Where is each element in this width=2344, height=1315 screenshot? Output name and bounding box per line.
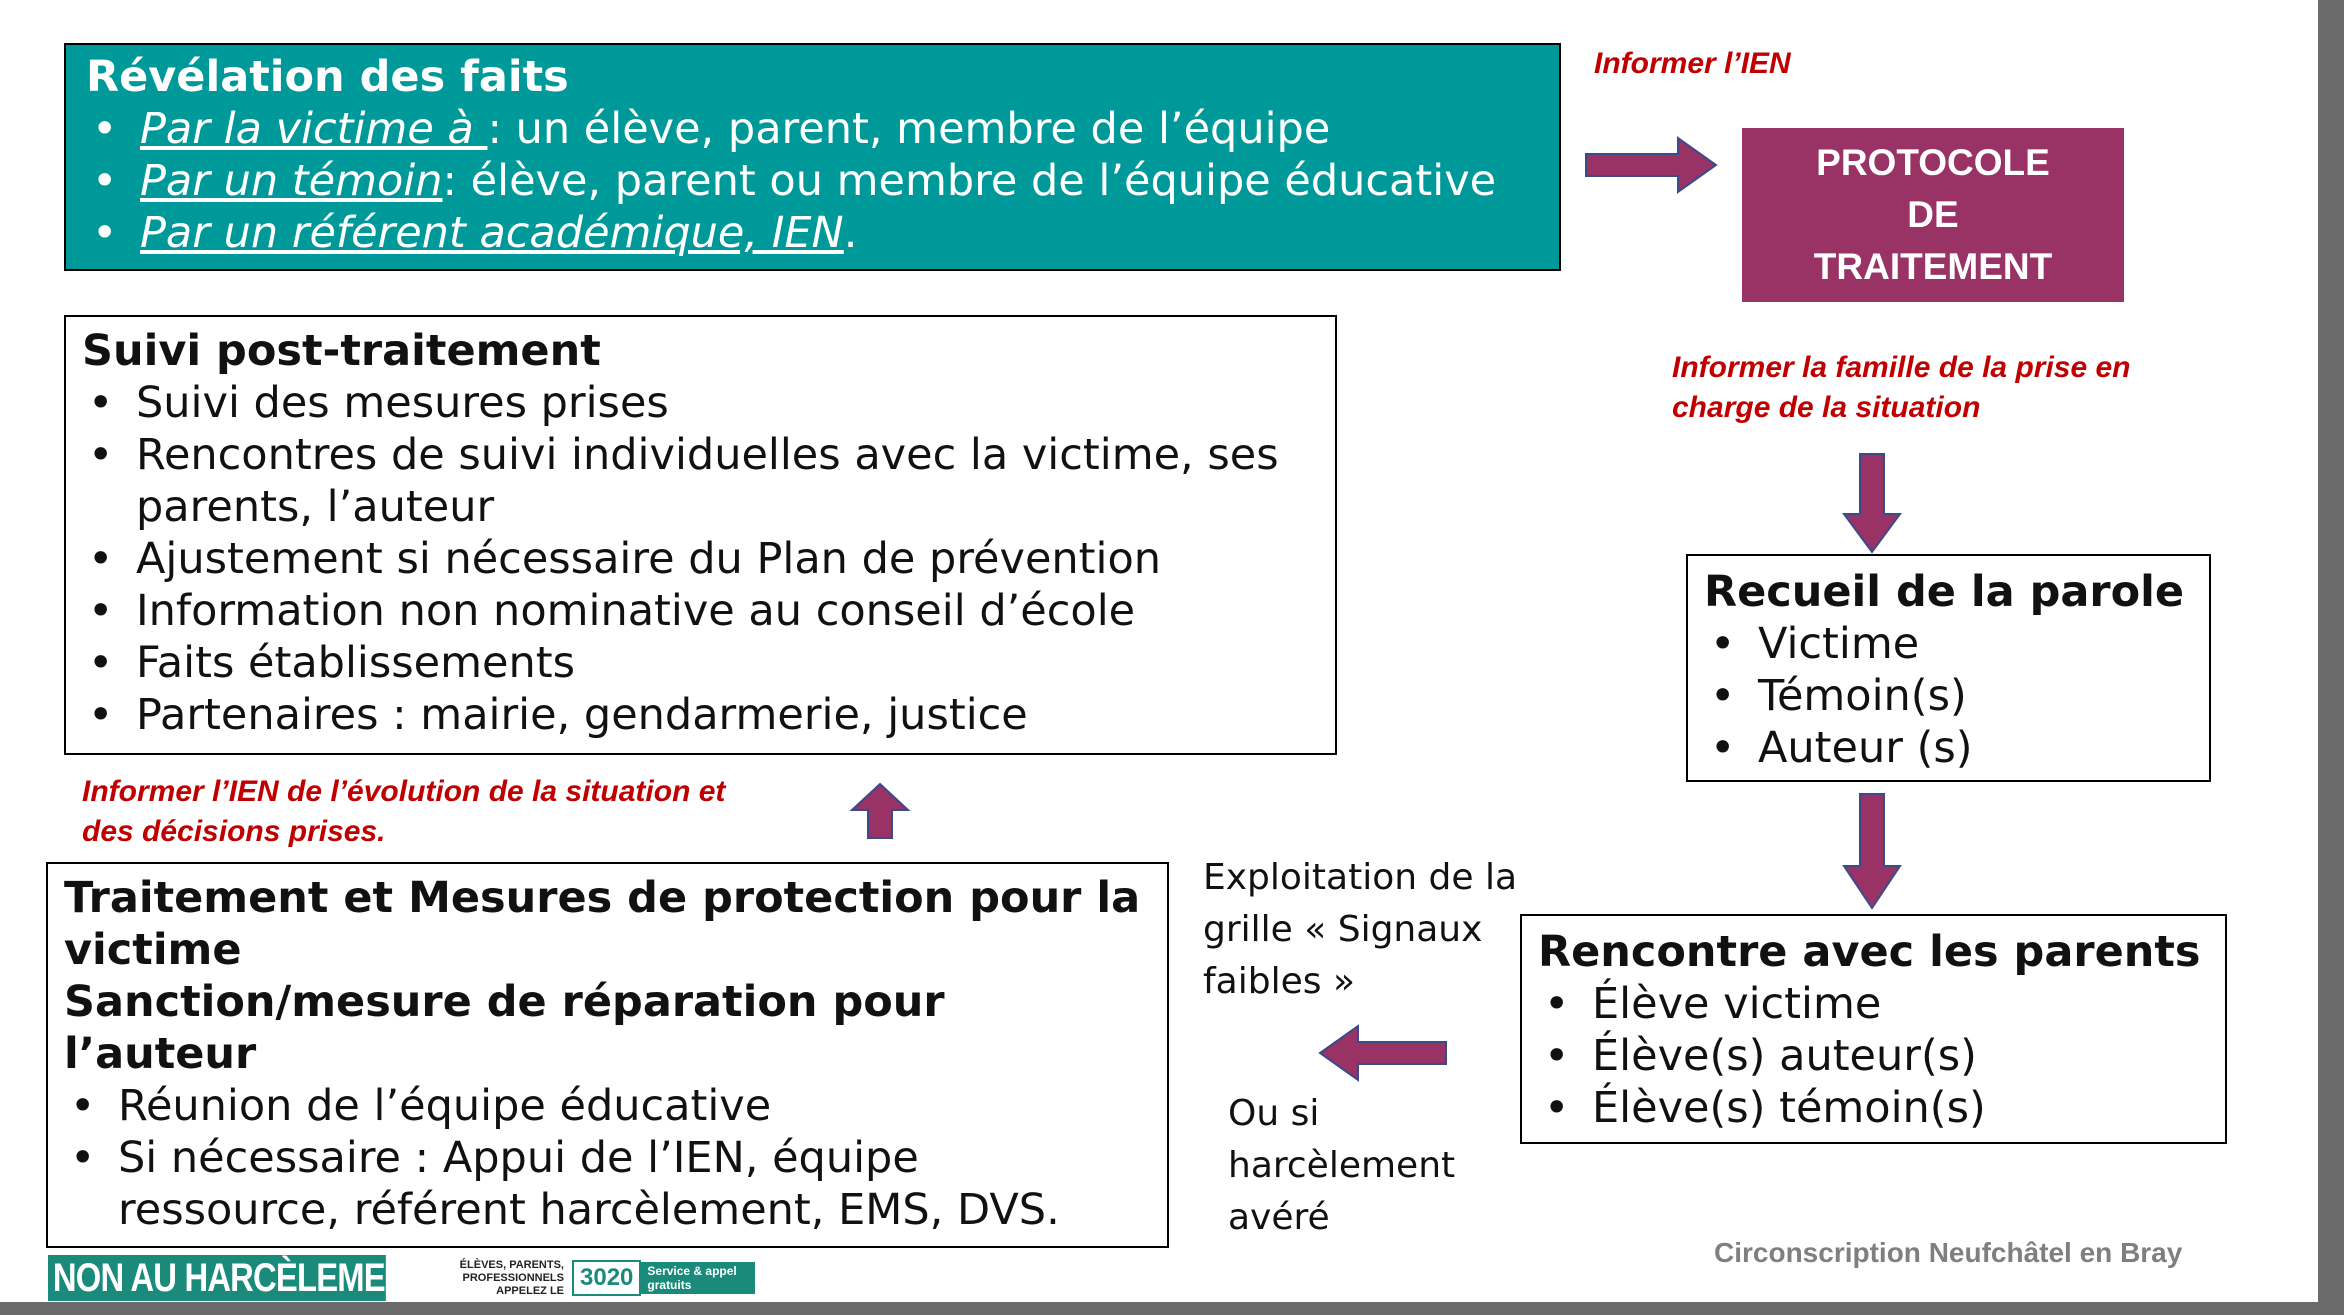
harcelement-line: avéré [1228, 1197, 1330, 1238]
exploitation-line: faibles » [1203, 961, 1355, 1002]
suivi-title: Suivi post-traitement [82, 326, 601, 376]
inform-evolution-label [82, 772, 725, 852]
rencontre-list [1538, 978, 2225, 1134]
traitement-title-line: l’auteur [64, 1029, 257, 1079]
inform-family-line: Informer la famille de la prise en [1672, 351, 2131, 384]
window-frame-right [2318, 0, 2344, 1315]
service-line: Service & appel [647, 1264, 737, 1278]
list-item: • Faits établissements [82, 637, 1315, 689]
list-item: • Élève(s) auteur(s) [1538, 1030, 2225, 1082]
traitement-box [46, 862, 1169, 1248]
inform-family-line: charge de la situation [1672, 391, 1981, 424]
traitement-title-line: victime [64, 925, 242, 975]
list-item: • Élève victime [1538, 978, 2225, 1030]
revelation-detail: : un élève, parent, membre de l’équipe [487, 104, 1331, 154]
list-item: • Partenaires : mairie, gendarmerie, justice [82, 689, 1315, 741]
rencontre-title: Rencontre avec les parents [1538, 927, 2201, 977]
arrow-down-icon [1842, 452, 1902, 554]
inform-ien-label: Informer l’IEN [1594, 47, 1791, 80]
list-item: • Suivi des mesures prises [82, 377, 1315, 429]
service-badge [641, 1262, 754, 1294]
arrow-left-icon [1318, 1024, 1448, 1082]
phone-number: 3020 [572, 1260, 641, 1296]
suivi-box [64, 315, 1337, 755]
list-item [86, 155, 1559, 207]
service-line: gratuits [647, 1278, 692, 1292]
list-item: • Témoin(s) [1704, 670, 2209, 722]
revelation-source: Par un référent académique, IEN [140, 208, 844, 258]
non-au-harcelement-logo: NON AU HARCÈLEMENT [48, 1255, 386, 1301]
exploitation-line: Exploitation de la [1203, 857, 1518, 898]
list-item: • Auteur (s) [1704, 722, 2209, 774]
list-item: • Élève(s) témoin(s) [1538, 1082, 2225, 1134]
footer-banner [48, 1255, 755, 1301]
list-item [86, 207, 1559, 259]
recueil-box [1686, 554, 2211, 782]
revelation-detail: . [843, 208, 858, 258]
harcelement-line: harcèlement [1228, 1145, 1456, 1186]
revelation-source: Par un témoin [140, 156, 443, 206]
arrow-down-icon [1842, 792, 1902, 910]
revelation-title: Révélation des faits [86, 52, 569, 102]
list-item: • Ajustement si nécessaire du Plan de prévention [82, 533, 1315, 585]
harcelement-note [1228, 1088, 1455, 1244]
traitement-list [64, 1080, 1167, 1236]
recueil-list [1704, 618, 2209, 774]
harcelement-line: Ou si [1228, 1093, 1320, 1134]
list-item: • Réunion de l’équipe éducative [64, 1080, 1167, 1132]
protocol-line: TRAITEMENT [1813, 246, 2053, 287]
revelation-detail: : élève, parent ou membre de l’équipe éducative [442, 156, 1497, 206]
arrow-right-icon [1584, 136, 1718, 194]
appel-line: ÉLÈVES, PARENTS, PROFESSIONNELS [459, 1258, 564, 1284]
revelation-box [64, 43, 1561, 271]
revelation-source: Par la victime à [140, 104, 488, 154]
circonscription-label: Circonscription Neufchâtel en Bray [1714, 1237, 2183, 1268]
traitement-title-line: Sanction/mesure de réparation pour [64, 977, 945, 1027]
list-item [86, 103, 1559, 155]
exploitation-note [1203, 852, 1517, 1008]
revelation-list [86, 103, 1559, 259]
inform-evolution-line: Informer l’IEN de l’évolution de la situation et [82, 775, 726, 808]
appel-text [404, 1259, 564, 1298]
protocol-line: PROTOCOLE [1816, 142, 2050, 183]
traitement-title-line: Traitement et Mesures de protection pour la [64, 873, 1141, 923]
list-item: • Victime [1704, 618, 2209, 670]
inform-evolution-line: des décisions prises. [82, 815, 386, 848]
rencontre-box [1520, 914, 2227, 1144]
list-item: • Rencontres de suivi individuelles avec la victime, ses parents, l’auteur [82, 429, 1315, 533]
protocol-box [1742, 128, 2124, 302]
appel-line: APPELEZ LE [496, 1284, 564, 1297]
arrow-up-icon [850, 782, 910, 840]
exploitation-line: grille « Signaux [1203, 909, 1483, 950]
window-frame-bottom [0, 1302, 2344, 1315]
recueil-title: Recueil de la parole [1704, 567, 2185, 617]
list-item: • Si nécessaire : Appui de l’IEN, équipe ressource, référent harcèlement, EMS, DVS. [64, 1132, 1167, 1236]
protocol-line: DE [1907, 194, 1959, 235]
list-item: • Information non nominative au conseil d’école [82, 585, 1315, 637]
suivi-list [82, 377, 1315, 741]
inform-family-label [1672, 348, 2131, 428]
